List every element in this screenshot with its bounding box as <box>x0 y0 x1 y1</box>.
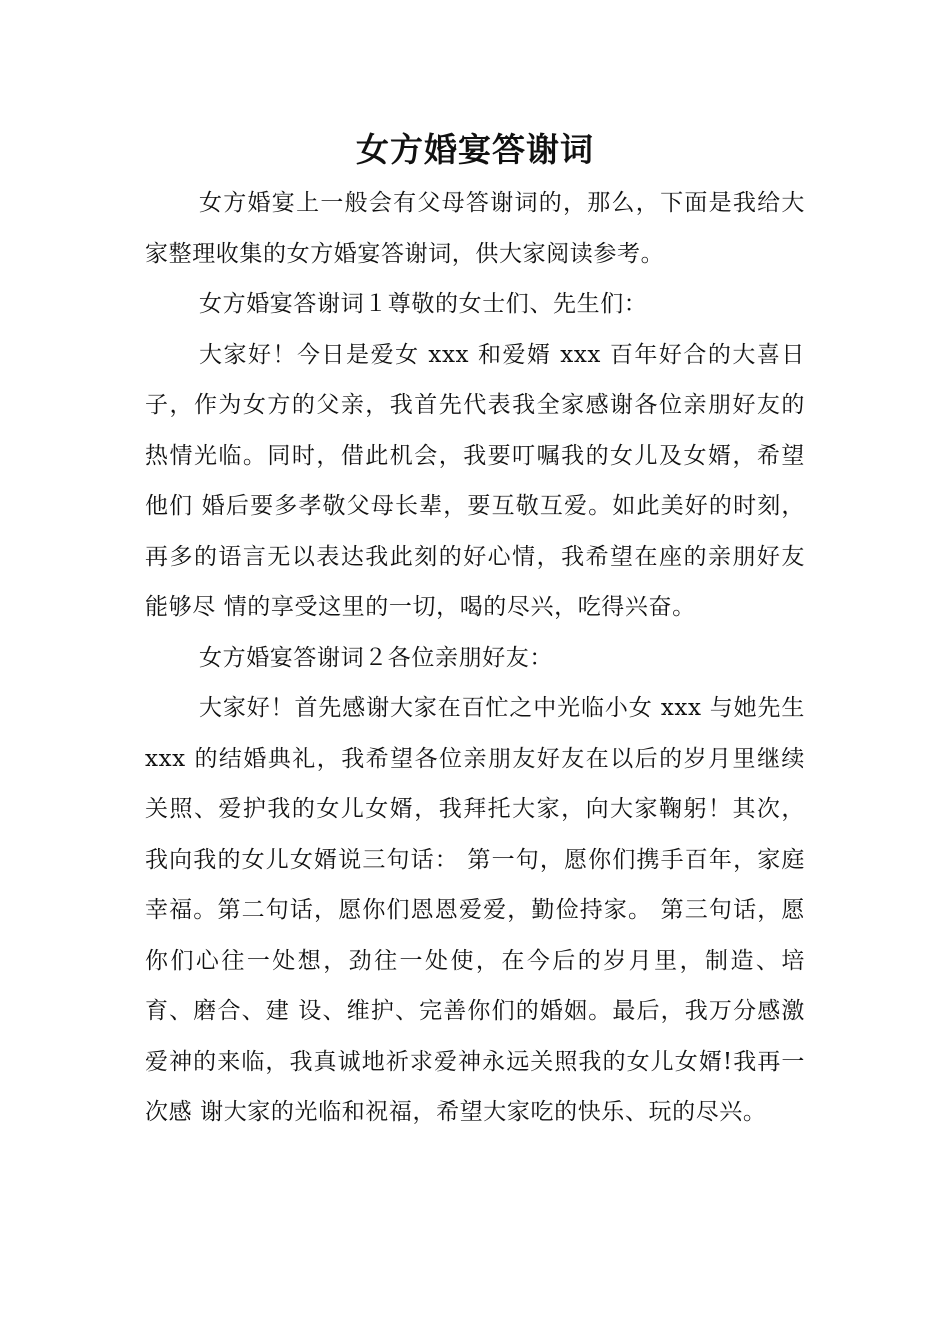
section-2-heading: 女方婚宴答谢词２各位亲朋好友： <box>199 644 553 671</box>
intro-paragraph: 女方婚宴上一般会有父母答谢词的，那么，下面是我给大家整理收集的女方婚宴答谢词，供大家阅读参考。 <box>145 190 805 267</box>
document-body <box>145 178 805 1138</box>
section-1-paragraph: 大家好！今日是爱女 xxx 和爱婿 xxx 百年好合的大喜日子，作为女方的父亲，我首先代表我全家感谢各位亲朋好友的热情光临。同时，借此机会，我要叮嘱我的女儿及女婿，希望他们 婚后要多孝敬父母长辈，要互敬互爱。如此美好的时刻，再多的语言无以表达我此刻的好心情，我希望在座的亲朋好友能够尽 情的享受这里的一切，喝的尽兴，吃得兴奋。 <box>145 341 805 620</box>
section-2-paragraph: 大家好！首先感谢大家在百忙之中光临小女 xxx 与她先生 xxx 的结婚典礼，我希望各位亲朋友好友在以后的岁月里继续关照、爱护我的女儿女婿，我拜托大家，向大家鞠躬！其次，我向我的女儿女婿说三句话： 第一句，愿你们携手百年，家庭幸福。第二句话，愿你们恩恩爱爱，勤俭持家。 第三句话，愿你们心往一处想，劲往一处使，在今后的岁月里，制造、培育、磨合、建 设、维护、完善你们的婚姻。最后，我万分感激爱神的来临，我真诚地祈求爱神永远关照我的女儿女婿!我再一次感 谢大家的光临和祝福，希望大家吃的快乐、玩的尽兴。 <box>145 695 805 1125</box>
section-1-heading: 女方婚宴答谢词１尊敬的女士们、先生们： <box>199 291 648 317</box>
document-title: 女方婚宴答谢词 <box>356 130 594 169</box>
